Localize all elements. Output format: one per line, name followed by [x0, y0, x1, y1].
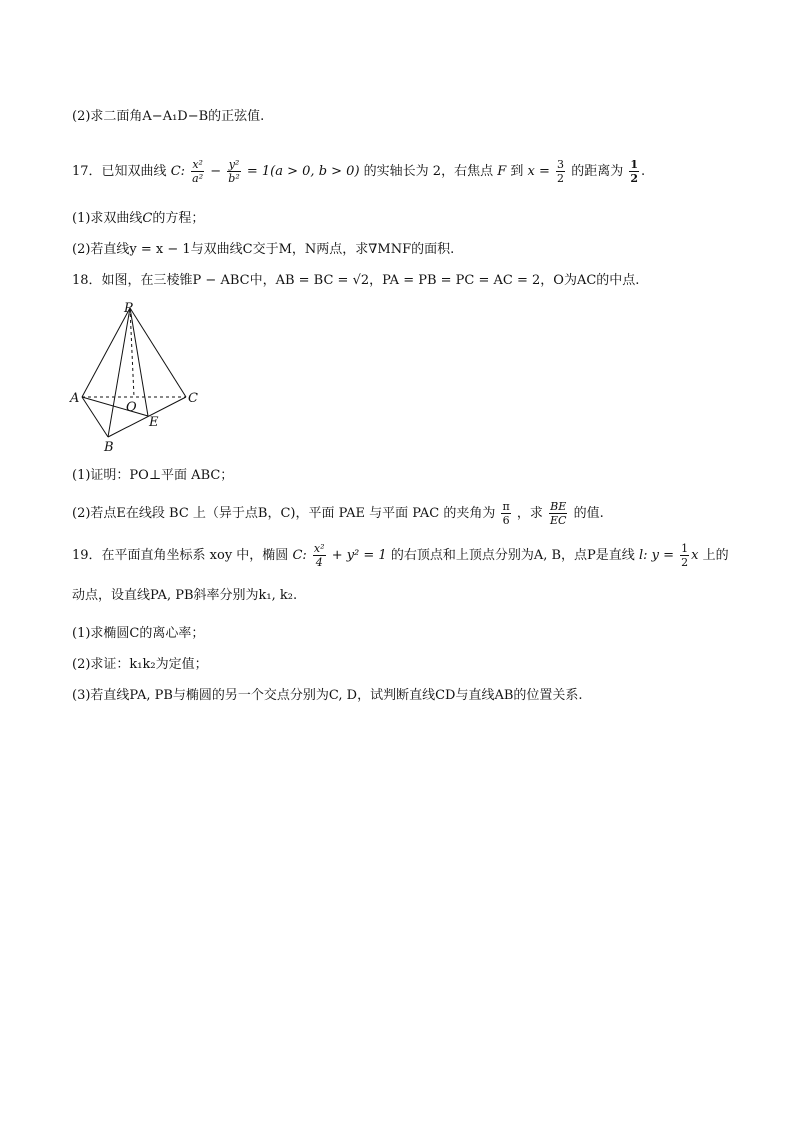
q19-part2: (2)求证：k₁k₂为定值；	[72, 657, 208, 672]
frac-x2-4	[313, 542, 326, 569]
frac-num: x²	[192, 158, 203, 171]
frac-num: 1	[630, 158, 638, 171]
hyperbola-condition: = 1(a > 0, b > 0)	[246, 164, 360, 179]
q16-part2: (2)求二面角A−A₁D−B的正弦值.	[72, 109, 265, 124]
q17-part1	[72, 209, 204, 229]
q19-part3: (3)若直线PA, PB与椭圆的另一个交点分别为C, D，试判断直线CD与直线AB的位置关系.	[72, 688, 583, 703]
frac-den: 2	[557, 172, 565, 185]
ellipse-prefix: C:	[292, 548, 307, 563]
q19-stem-line2: 动点，设直线PA, PB斜率分别为k₁, k₂.	[72, 588, 298, 603]
ellipse-rest: + y² = 1	[331, 548, 387, 563]
frac-1-2	[629, 158, 639, 185]
edge-pc	[130, 308, 186, 397]
curve-c: C	[142, 211, 153, 226]
line-x-eq: x =	[527, 164, 550, 179]
q17-text-a: 17．已知双曲线	[72, 164, 167, 179]
q17-part1-text: (1)求双曲线	[72, 211, 143, 226]
frac-num: x²	[313, 542, 325, 555]
q18-part1: (1)证明：PO⊥平面 ABC；	[72, 468, 234, 483]
q19-text-c: 上的	[702, 548, 729, 563]
q18-stem: 18．如图，在三棱锥P − ABC中，AB = BC = √2，PA = PB = PC = AC = 2，O为AC的中点.	[72, 273, 640, 288]
label-o: O	[126, 400, 137, 415]
frac-den: EC	[550, 514, 567, 527]
frac-den: 2	[630, 172, 638, 185]
frac-num: y²	[228, 158, 240, 171]
q19-stem	[72, 542, 729, 569]
frac-num: π	[502, 500, 510, 513]
edge-ae	[82, 397, 148, 416]
q18-part2-tail: 的值.	[573, 506, 604, 521]
focus-label: F	[497, 164, 507, 179]
hyperbola-prefix: C:	[170, 164, 186, 179]
q19-text-a: 19．在平面直角坐标系 xoy 中，椭圆	[72, 548, 289, 563]
label-p: P	[124, 301, 133, 316]
q17-text-c: 到	[510, 164, 524, 179]
frac-num: 1	[681, 542, 689, 555]
minus-sign: −	[210, 164, 226, 179]
frac-x2-a2	[191, 158, 204, 185]
frac-3-2	[556, 158, 565, 185]
line-l-eq: l: y =	[638, 548, 674, 563]
frac-pi-6	[501, 500, 510, 527]
frac-be-ec	[549, 500, 567, 527]
frac-den: 2	[681, 556, 689, 569]
frac-den: 4	[315, 556, 323, 569]
frac-num: BE	[550, 500, 567, 513]
q17-stem: 17．已知双曲线 C: $\frac{\text{x²}}{\text{a²}}$ − $\frac{\text{y²}}{\text{b²}}$ = 1(a > 0, b > 0) 的实轴长为 2，右焦点 F 到 x = $\frac{3}{2}$ 的距离为 $\frac{1}{2}$ .	[72, 158, 646, 185]
q18-part2-mid: ，求	[516, 506, 543, 521]
frac-y2-b2	[227, 158, 240, 185]
var-x: x	[691, 548, 699, 563]
q17-text-d: 的距离为	[571, 164, 624, 179]
frac-num: 3	[557, 158, 565, 171]
label-e: E	[149, 415, 159, 430]
frac-den: 6	[502, 514, 510, 527]
frac-den: b²	[228, 172, 240, 185]
q19-part1: (1)求椭圆C的离心率；	[72, 626, 205, 641]
label-c: C	[188, 391, 198, 406]
label-b: B	[104, 440, 114, 455]
label-a: A	[70, 391, 80, 406]
edge-bc	[108, 397, 186, 437]
q17-part1-tail: 的方程；	[152, 211, 205, 226]
q18-part2-text: (2)若点E在线段 BC 上（异于点B，C)，平面 PAE 与平面 PAC 的夹角为	[72, 506, 496, 521]
q19-text-b: 的右顶点和上顶点分别为A, B，点P是直线	[390, 548, 635, 563]
q18-part2	[72, 500, 604, 527]
q17-text-b: 的实轴长为 2，右焦点	[363, 164, 494, 179]
pyramid-figure	[66, 296, 216, 456]
frac-den: a²	[192, 172, 204, 185]
frac-1-2-l	[680, 542, 689, 569]
q17-part2: (2)若直线y = x − 1与双曲线C交于M，N两点，求∇MNF的面积.	[72, 242, 455, 257]
